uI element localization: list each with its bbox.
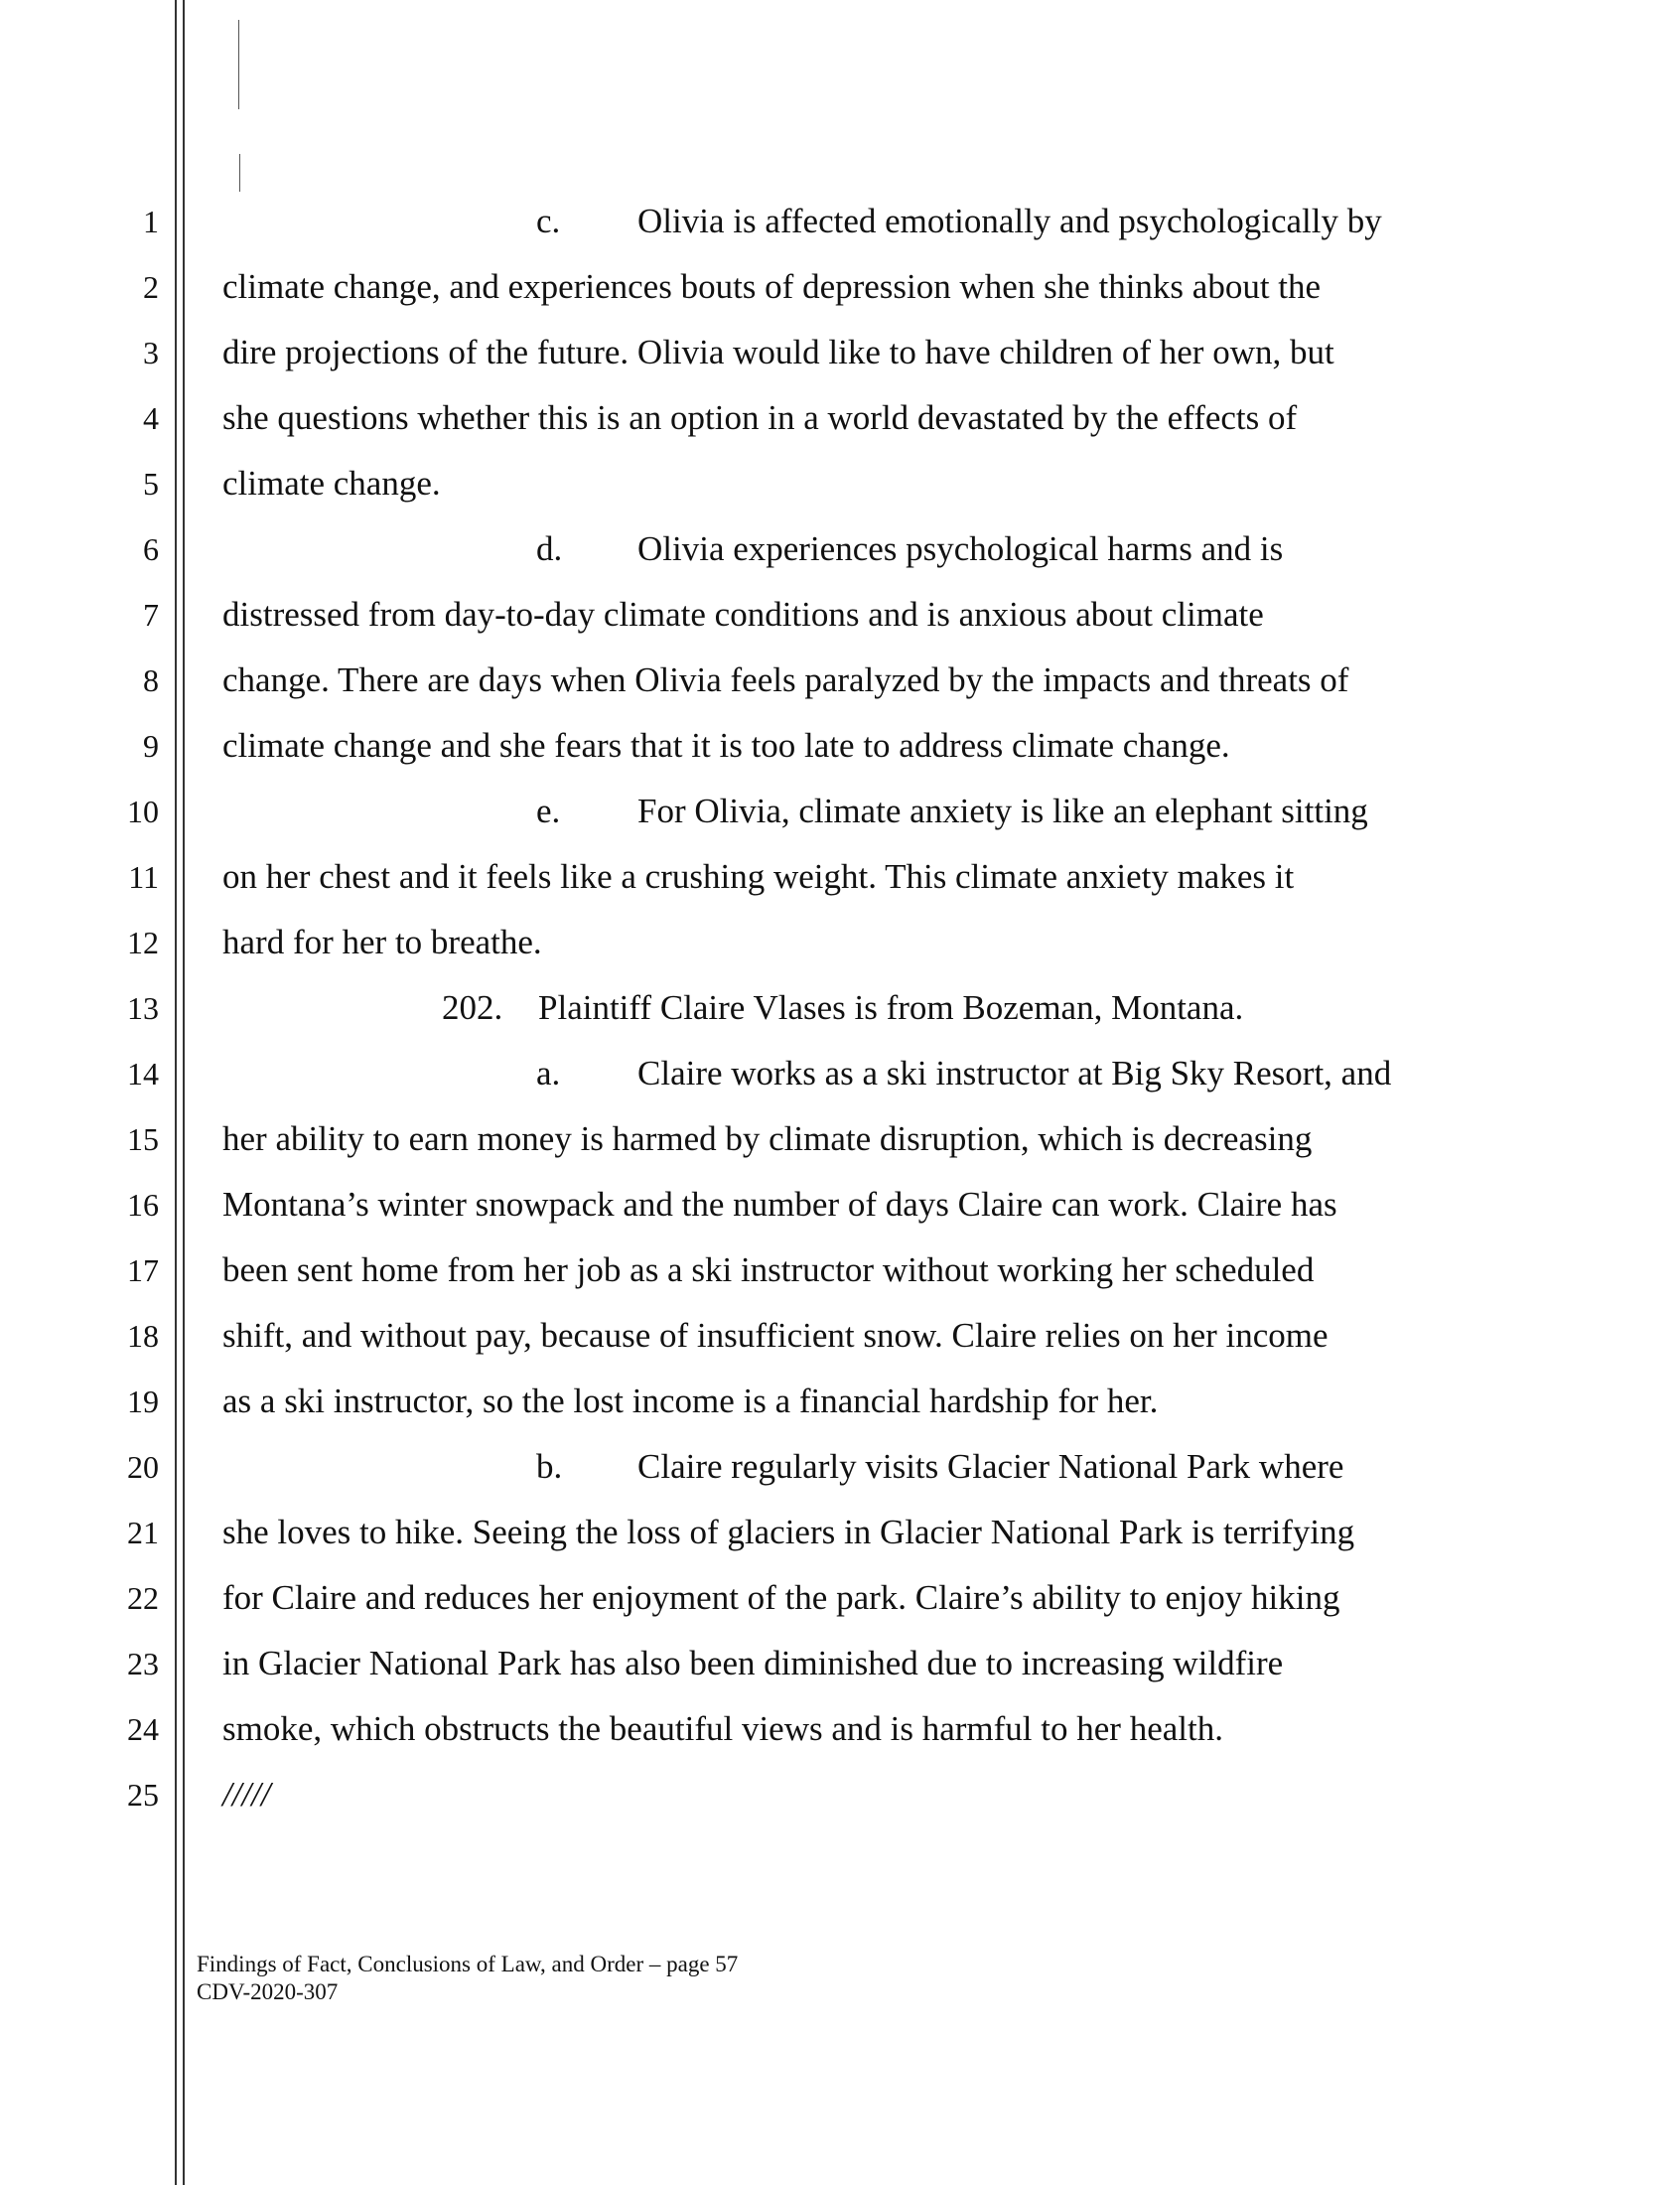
line-text: for Claire and reduces her enjoyment of the park. Claire’s ability to enjoy hiking [222, 1578, 1340, 1617]
line-number: 7 [143, 597, 159, 633]
line-text: been sent home from her job as a ski instructor without working her scheduled [222, 1250, 1315, 1289]
line-number: 17 [127, 1252, 159, 1288]
line-number: 14 [127, 1056, 159, 1092]
continuation-mark: ///// [222, 1775, 271, 1814]
line-number: 12 [127, 925, 159, 960]
case-number: CDV-2020-307 [197, 1979, 339, 2004]
line-number: 23 [127, 1646, 159, 1681]
left-margin-rule [183, 0, 185, 2185]
line-number: 24 [127, 1711, 159, 1747]
subparagraph-label: e. [536, 792, 561, 830]
line-text: she loves to hike. Seeing the loss of glaciers in Glacier National Park is terrifying [222, 1513, 1355, 1551]
left-margin-rule [175, 0, 177, 2185]
line-text: Plaintiff Claire Vlases is from Bozeman, Montana. [538, 988, 1244, 1027]
line-text: on her chest and it feels like a crushing weight. This climate anxiety makes it [222, 857, 1295, 896]
line-text: climate change and she fears that it is too late to address climate change. [222, 726, 1230, 765]
line-number: 9 [143, 728, 159, 764]
line-number: 13 [127, 990, 159, 1026]
line-number: 4 [143, 400, 159, 436]
footer-title: Findings of Fact, Conclusions of Law, and Order – page 57 [197, 1952, 739, 1976]
line-text: her ability to earn money is harmed by climate disruption, which is decreasing [222, 1119, 1313, 1158]
line-text: Olivia experiences psychological harms and is [637, 529, 1284, 568]
line-text: climate change, and experiences bouts of depression when she thinks about the [222, 267, 1322, 306]
line-number: 2 [143, 269, 159, 305]
subparagraph-label: c. [536, 202, 561, 240]
line-text: For Olivia, climate anxiety is like an elephant sitting [637, 792, 1368, 830]
line-text: distressed from day-to-day climate conditions and is anxious about climate [222, 595, 1264, 634]
line-number: 5 [143, 466, 159, 502]
line-number: 21 [127, 1515, 159, 1550]
subparagraph-label: a. [536, 1054, 561, 1092]
line-number: 8 [143, 662, 159, 698]
paragraph-number: 202. [442, 988, 503, 1027]
line-text: change. There are days when Olivia feels paralyzed by the impacts and threats of [222, 660, 1349, 699]
scan-artifact [239, 154, 240, 192]
line-number: 3 [143, 335, 159, 370]
line-number: 18 [127, 1318, 159, 1354]
line-number: 15 [127, 1121, 159, 1157]
line-text: climate change. [222, 464, 441, 503]
scan-artifact [238, 20, 239, 109]
line-number: 11 [128, 859, 159, 895]
line-number: 20 [127, 1449, 159, 1485]
line-text: as a ski instructor, so the lost income is a financial hardship for her. [222, 1382, 1159, 1420]
line-number: 1 [143, 204, 159, 239]
line-text: Olivia is affected emotionally and psychologically by [637, 202, 1382, 240]
line-number: 22 [127, 1580, 159, 1616]
line-number: 25 [127, 1777, 159, 1813]
line-text: Montana’s winter snowpack and the number of days Claire can work. Claire has [222, 1185, 1337, 1224]
line-text: in Glacier National Park has also been diminished due to increasing wildfire [222, 1644, 1284, 1682]
line-text: smoke, which obstructs the beautiful views and is harmful to her health. [222, 1709, 1223, 1748]
subparagraph-label: b. [536, 1447, 563, 1486]
line-number: 19 [127, 1384, 159, 1419]
subparagraph-label: d. [536, 529, 563, 568]
line-text: hard for her to breathe. [222, 923, 542, 961]
line-text: shift, and without pay, because of insufficient snow. Claire relies on her income [222, 1316, 1329, 1355]
line-number: 16 [127, 1187, 159, 1223]
line-text: she questions whether this is an option in a world devastated by the effects of [222, 398, 1298, 437]
line-text: dire projections of the future. Olivia would like to have children of her own, but [222, 333, 1334, 371]
line-text: Claire regularly visits Glacier National Park where [637, 1447, 1344, 1486]
line-number: 10 [127, 794, 159, 829]
line-text: Claire works as a ski instructor at Big Sky Resort, and [637, 1054, 1392, 1092]
line-number: 6 [143, 531, 159, 567]
